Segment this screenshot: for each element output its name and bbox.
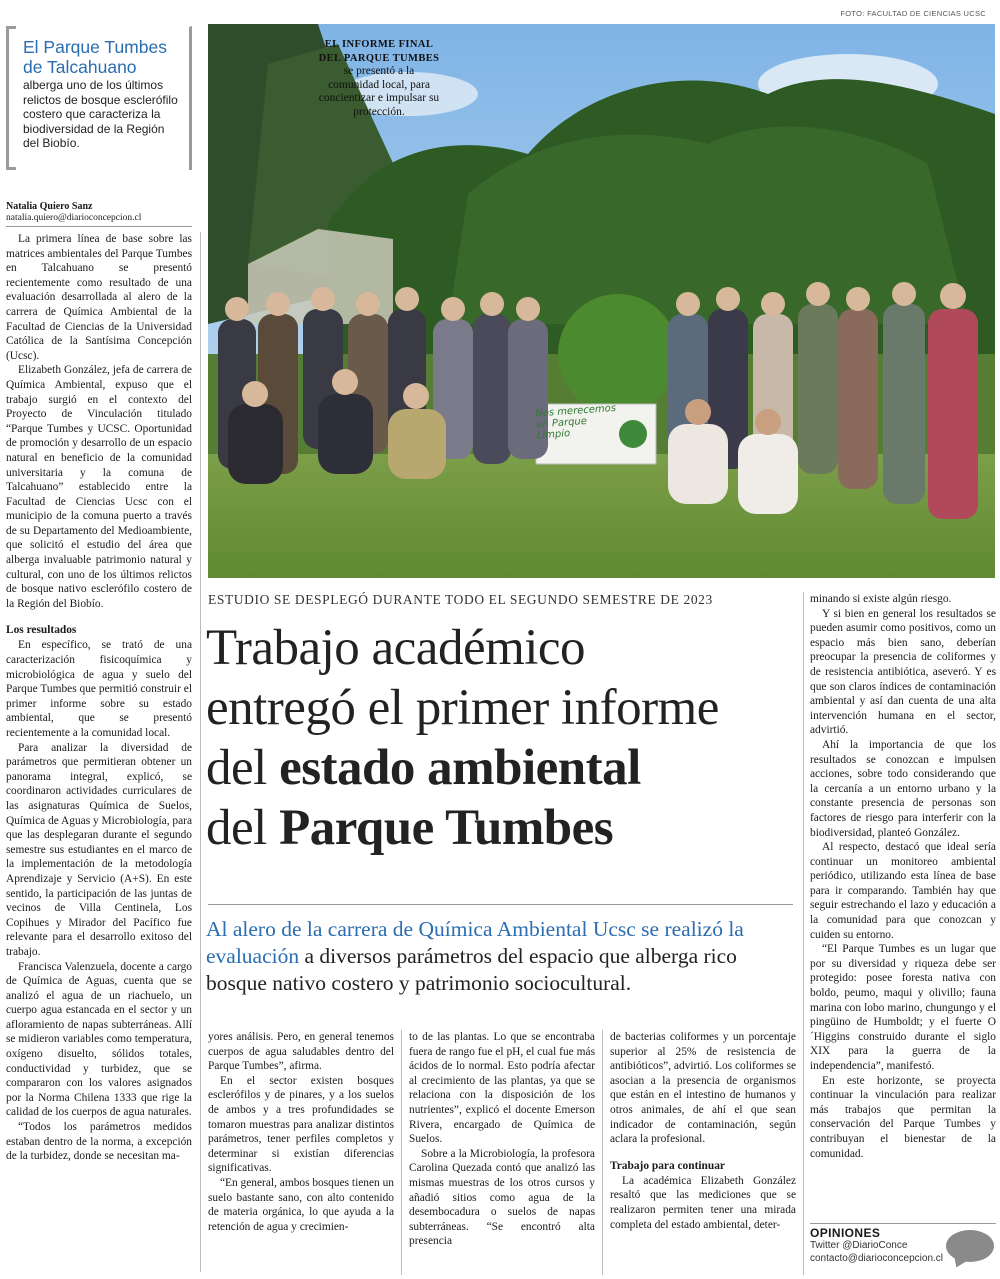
subheading-continue: Trabajo para continuar <box>610 1159 725 1172</box>
kicker: ESTUDIO SE DESPLEGÓ DURANTE TODO EL SEGUNDO SEMESTRE DE 2023 <box>208 592 713 607</box>
photo-sign-line: un Parque <box>535 415 588 431</box>
paragraph: Para analizar la diversidad de parámetros que permitieran obtener un panorama integral, explicó, se coordinaron actividades curriculares de las asignaturas Química de Suelos, Química de Aguas y Microbiología, para que las desplegaran durante el segundo semestre sus estudiantes en el marco de la implementación de la metodología Aprendizaje y Servicio (A+S). En este sentido, la participación de las juntas de vecinos de Villa Centinela, Los Copihues y Mirador del Pacífico fue relevante para el desarrollo exitoso del trabajo. <box>6 741 192 958</box>
sidebar-highlight-box <box>6 26 192 170</box>
headline-line <box>206 798 796 858</box>
opinions-box <box>810 1223 996 1265</box>
paragraph: minando si existe algún riesgo. <box>810 593 952 605</box>
article-column-1 <box>6 232 192 1272</box>
photo-caption <box>318 38 440 119</box>
paragraph: Ahí la importancia de que los resultados se conozcan e impulsen acciones, sobre todo considerando que la cercanía a un entorno urbano y la constante presencia de personas son factores de riesgo para interferir con la biodiversidad, planteó González. <box>810 738 996 839</box>
article-column-3 <box>208 1030 394 1275</box>
paragraph: yores análisis. Pero, en general tenemos cuerpos de agua saludables dentro del Parque Tumbes”, afirma. <box>208 1031 394 1073</box>
sidebar-title: El Parque Tumbes de Talcahuano <box>23 37 167 77</box>
opinions-twitter[interactable]: Twitter @DiarioConce <box>810 1240 908 1251</box>
paragraph: En específico, se trató de una caracterización fisicoquímica y microbiológica de agua y suelo del Parque Tumbes que permitió construir el primer informe sobre su estado ambiental, que se presentó recientemente a la comunidad local. <box>6 639 192 739</box>
headline-bold: estado ambiental <box>279 740 641 796</box>
opinions-title: OPINIONES <box>810 1226 881 1240</box>
article-column-6 <box>810 592 996 1217</box>
paragraph: de bacterias coliformes y un porcentaje superior al 25% de resistencia de antibióticos”, advirtió. Los coliformes se asocian a la presencia de organismos que están en el intestino de humanos y otros animales, de ahí el que sean indicador de contaminación, según aclara la profesional. <box>610 1031 796 1146</box>
sidebar-text: alberga uno de los últimos relictos de bosque esclerófilo costero que caracteriza la biodiversidad de la Región del Biobío. <box>23 78 178 150</box>
photo-sign-line: Limpio <box>536 428 571 442</box>
column-divider <box>401 1030 402 1275</box>
article-column-5 <box>610 1030 796 1275</box>
headline-line <box>206 738 796 798</box>
caption-text: se presentó a la comunidad local, para concientizar e impulsar su protección. <box>318 65 440 118</box>
photo-sign-line: Nos merecemos <box>534 402 617 420</box>
paragraph: Y si bien en general los resultados se pueden asumir como positivos, como un espacio más bien sano, deberían preocupar la presencia de coliformes y de resistencia antibiótica, aseveró. Y es que son claros índices de contaminación ambiental y así dan cuenta de una alta intervención humana en el sector, advirtió. <box>810 607 996 737</box>
headline-line: Trabajo académico <box>206 620 586 676</box>
divider <box>208 904 793 905</box>
lead-accent: Al alero de la carrera de Química Ambiental Ucsc se realizó la evaluación <box>206 917 744 968</box>
paragraph: “En general, ambos bosques tienen un suelo bastante sano, con alto contenido de materia orgánica, lo que ayuda a la retención de agua y crecimien- <box>208 1176 394 1233</box>
paragraph: La primera línea de base sobre las matrices ambientales del Parque Tumbes en Talcahuano se presentó recientemente como resultado de una evaluación desarrollada al alero de la carrera de Química Ambiental de la Facultad de Ciencias de la Universidad Católica de la Santísima Concepción (Ucsc). <box>6 233 192 362</box>
paragraph: En este horizonte, se proyecta continuar la vinculación para realizar más trabajos que permitan la conservación del Parque Tumbes y contribuyan el bienestar de la comunidad. <box>810 1074 996 1160</box>
lead-paragraph <box>206 916 798 997</box>
author-email[interactable]: natalia.quiero@diarioconcepcion.cl <box>6 213 192 227</box>
paragraph: “Todos los parámetros medidos estaban dentro de la norma, a excepción de la turbidez, donde se necesitan ma- <box>6 1121 192 1163</box>
column-divider <box>803 592 804 1275</box>
opinions-contact[interactable]: contacto@diarioconcepcion.cl <box>810 1252 944 1264</box>
paragraph: La académica Elizabeth González resaltó que las mediciones que se realizaron permiten tener una mirada completa del estado ambiental, deter- <box>610 1174 796 1231</box>
byline <box>6 201 192 227</box>
speech-bubble-icon <box>946 1230 994 1262</box>
column-divider <box>200 232 201 1272</box>
paragraph: Sobre a la Microbiología, la profesora Carolina Quezada contó que analizó las mismas muestras de los otros cursos y añadió sitios como agua de la desembocadura o suelos de napas subterráneas. “Se encontró alta presencia <box>409 1147 595 1248</box>
paragraph: Elizabeth González, jefa de carrera de Química Ambiental, expuso que el trabajo surgió en el contexto del Proyecto de Vinculación titulado “Parque Tumbes y UCSC. Oportunidad de promoción y desarrollo de un espacio natural en beneficio de la comunidad universitaria y la comuna de Talcahuano” establecido entre la Facultad de Ciencias Ucsc con el municipio de la comuna puerto a través de su Departamento del Medioambiente, que solicitó el estudio del área que alberga invaluable patrimonio natural y cultural, con uno de los últimos relictos de bosque nativo esclerófilo costero de la Región del Biobío. <box>6 364 192 610</box>
article-column-4 <box>409 1030 595 1275</box>
headline-light: del <box>206 740 280 796</box>
paragraph: Francisca Valenzuela, docente a cargo de Química de Aguas, cuenta que se analizó el agua de un riachuelo, un cuerpo agua estancada en el sector y un afloramiento de napas subterráneas. Allí se midieron variables como temperatura, oxígeno disuelto, sólidos totales, conductividad y turbidez, que se compararon con los valores asignados por la Norma Chilena 1333 que rige la calidad de los cuerpos de agua naturales. <box>6 960 192 1119</box>
column-divider <box>602 1030 603 1275</box>
paragraph: En el sector existen bosques esclerófilos y de pinares, y a los suelos de ambos y a tres profundidades se tomaron muestras para analizar distintos parámetros, tener perfiles completos y determinar si existían diferencias significativas. <box>208 1074 394 1175</box>
caption-lead: EL INFORME FINAL DEL PARQUE TUMBES <box>318 39 440 64</box>
headline-bold: Parque Tumbes <box>279 800 614 856</box>
photo-credit: FOTO: FACULTAD DE CIENCIAS UCSC <box>840 9 986 18</box>
paragraph: to de las plantas. Lo que se encontraba fuera de rango fue el pH, el cual fue más ácidos de lo normal. Esto podría afectar al crecimiento de las plantas, ya que se relaciona con la disposición de los nutrientes”, explicó el docente Emerson Rivera, encargado de Química de Suelos. <box>409 1031 595 1146</box>
headline <box>206 618 796 858</box>
photo-sign <box>535 402 637 442</box>
headline-light: del <box>206 800 280 856</box>
author-name: Natalia Quiero Sanz <box>6 201 93 212</box>
paragraph: Al respecto, destacó que ideal sería continuar un monitoreo ambiental periódico, utilizando esta línea de base para ir comparando. También hay que seguir estrechando el lazo y educación a la comunidad para que conozcan y cuiden su entorno. <box>810 841 996 941</box>
lead-rest: a diversos parámetros del espacio que alberga rico bosque nativo costero y patrimonio sociocultural. <box>206 944 737 995</box>
paragraph: “El Parque Tumbes es un lugar que por su diversidad y riqueza debe ser protegido: posee foresta nativa con boldo, peumo, maqui y olivillo; fauna marina con lobo marino, chungungo y el pingüino de Humboldt; y el fuerte O´Higgins construido durante el siglo XIX para la guerra de la independencia”, manifestó. <box>810 943 996 1072</box>
headline-line: entregó el primer informe <box>206 680 719 736</box>
subheading-results: Los resultados <box>6 624 77 637</box>
